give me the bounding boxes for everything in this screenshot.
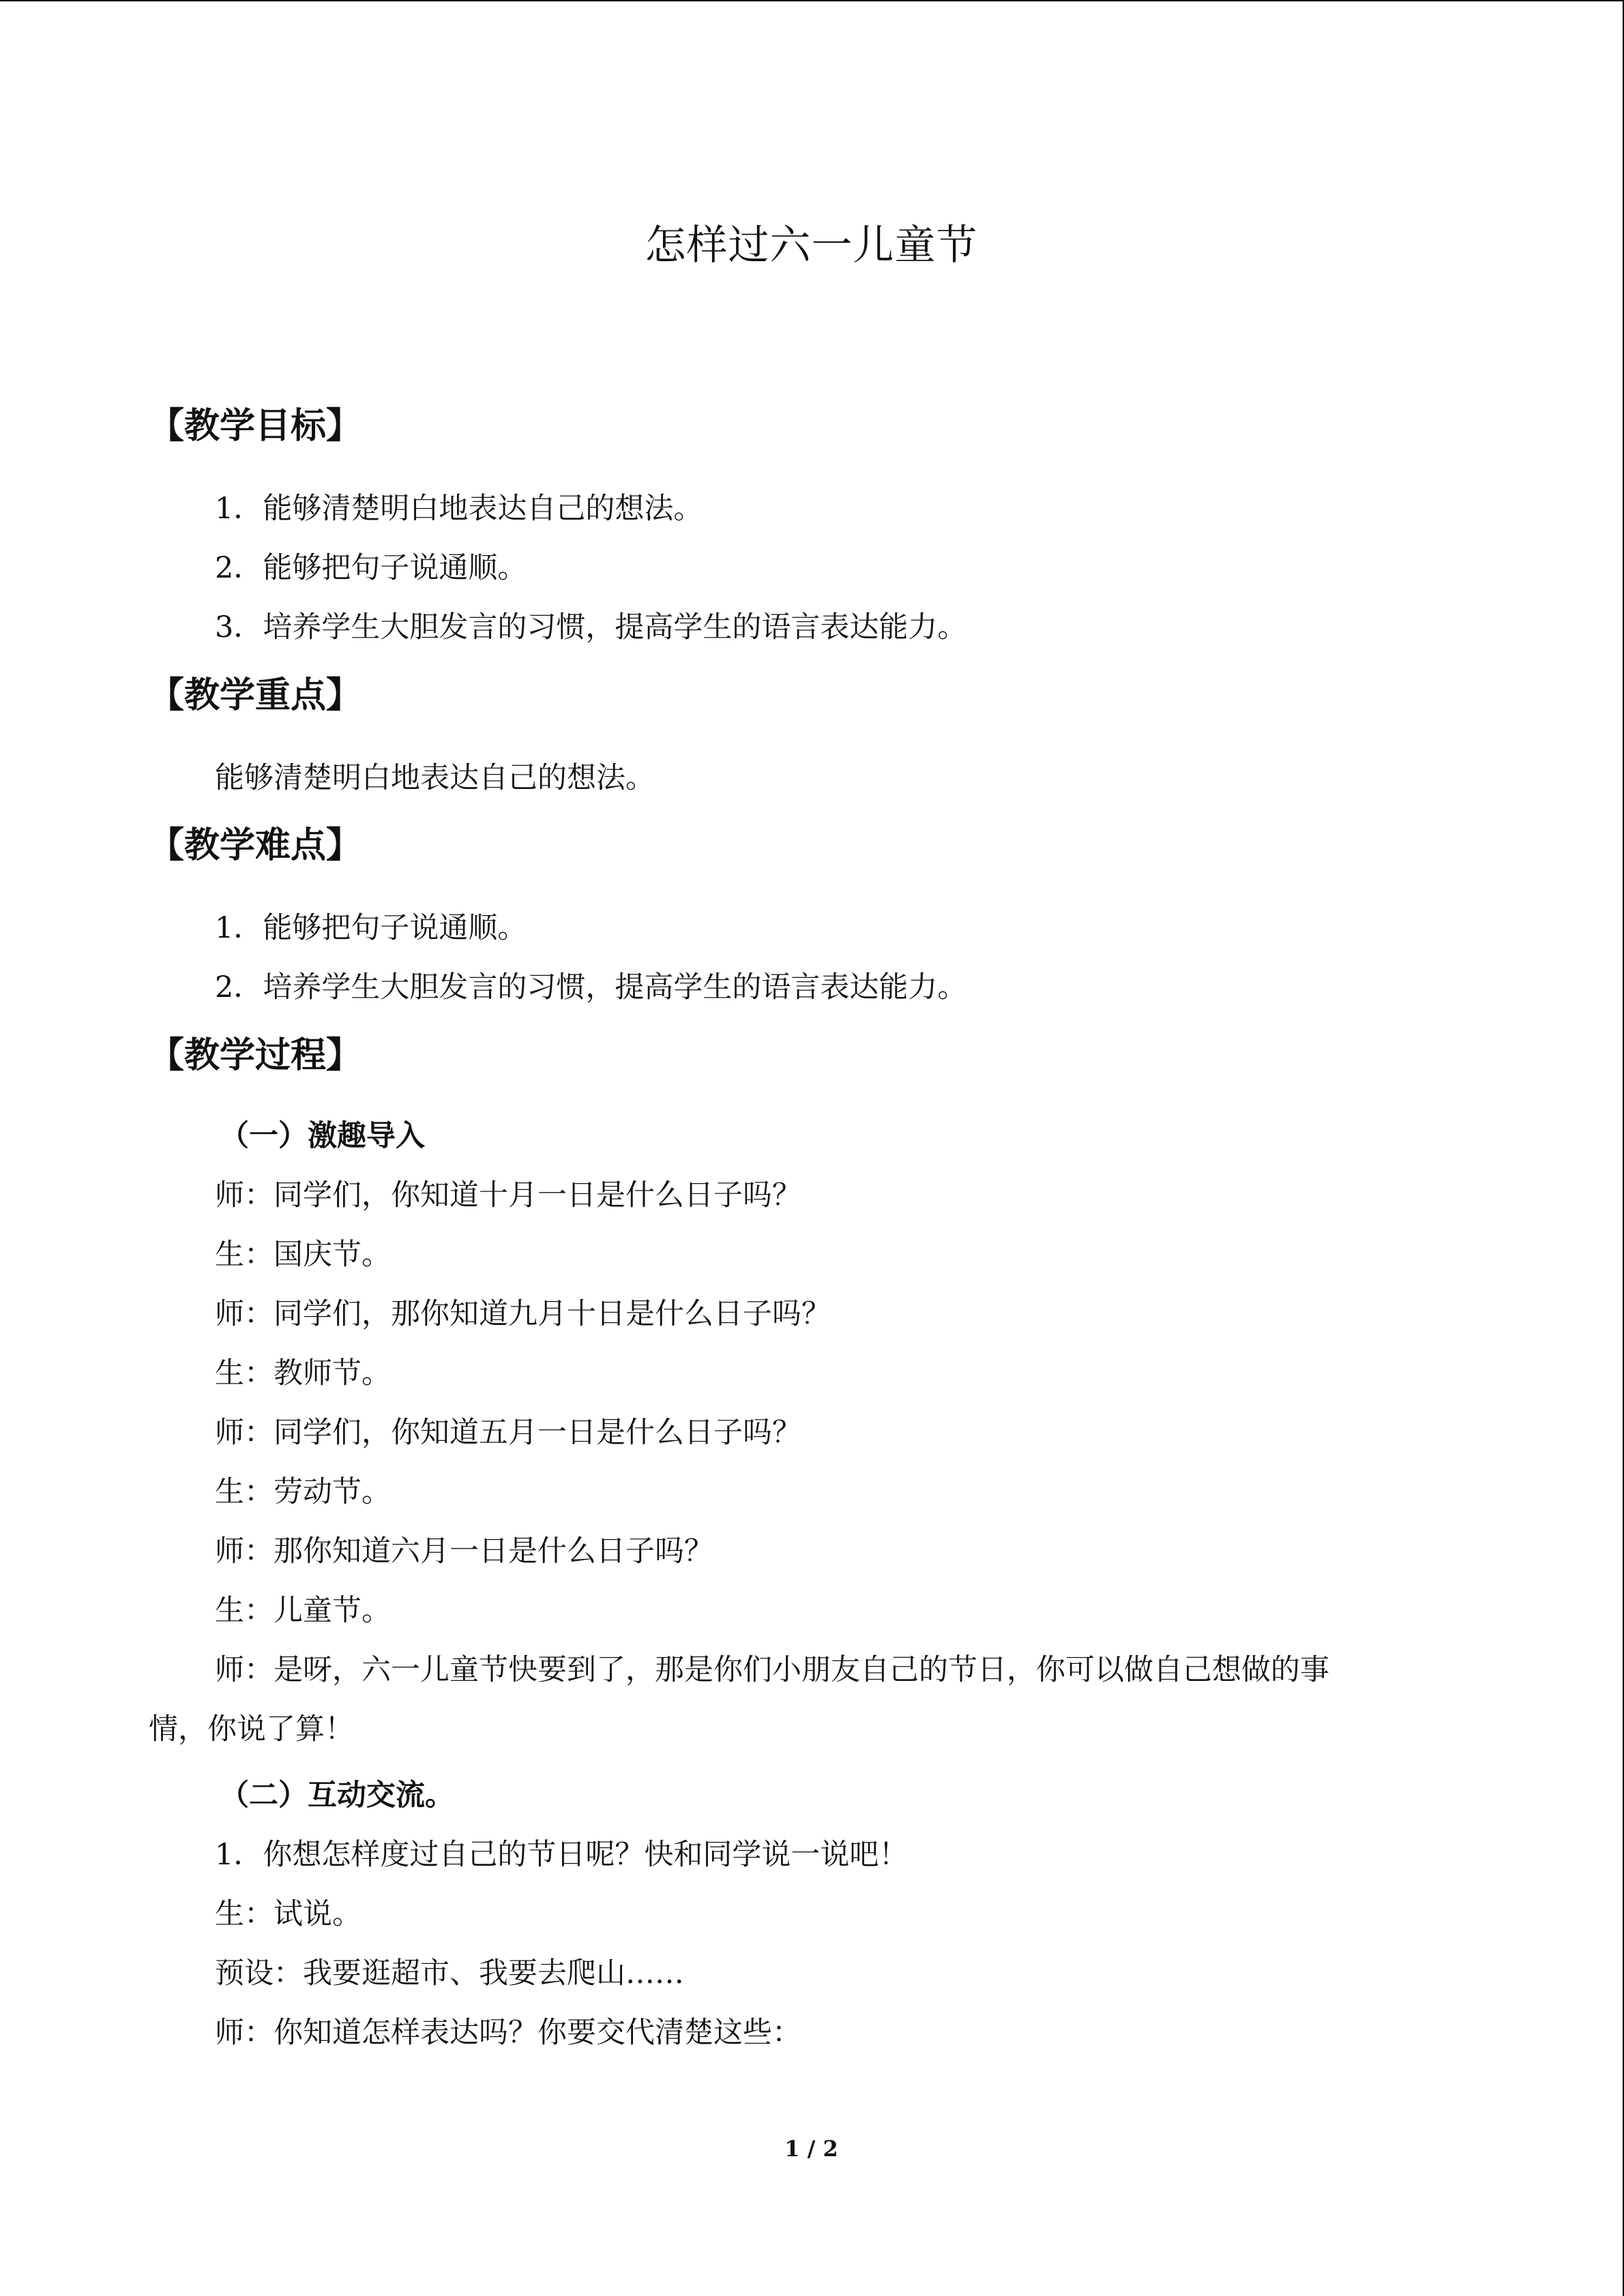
page-title: 怎样过六一儿童节 <box>645 222 978 269</box>
dialogue-line: 生：儿童节。 <box>215 1594 391 1628</box>
dialogue-line: 生：试说。 <box>215 1897 361 1931</box>
dialogue-line: 生：劳动节。 <box>215 1475 391 1509</box>
dialogue-line: 师：同学们，你知道五月一日是什么日子吗？ <box>215 1416 801 1450</box>
dialogue-line: 师：同学们，那你知道九月十日是什么日子吗？ <box>215 1297 831 1331</box>
dialogue-line-long-first: 师：是呀，六一儿童节快要到了，那是你们小朋友自己的节日，你可以做自己想做的事 <box>215 1653 1329 1687</box>
dialogue-line-long-continuation: 情，你说了算！ <box>149 1712 354 1746</box>
difficulty-item-2: 2．培养学生大胆发言的习惯，提高学生的语言表达能力。 <box>215 970 967 1004</box>
process-part2-title: （二）互动交流。 <box>220 1778 454 1813</box>
dialogue-line: 生：国庆节。 <box>215 1238 391 1272</box>
dialogue-line: 师：那你知道六月一日是什么日子吗？ <box>215 1534 713 1568</box>
dialogue-line: 预设：我要逛超市、我要去爬山…… <box>215 1956 684 1991</box>
section-heading-difficulties: 【教学难点】 <box>149 824 362 866</box>
key-point-item-1: 能够清楚明白地表达自己的想法。 <box>215 761 655 795</box>
goal-item-1: 1．能够清楚明白地表达自己的想法。 <box>215 492 703 526</box>
section-heading-process: 【教学过程】 <box>149 1034 362 1076</box>
goal-item-3: 3．培养学生大胆发言的习惯，提高学生的语言表达能力。 <box>215 610 967 644</box>
dialogue-line: 师：你知道怎样表达吗？你要交代清楚这些： <box>215 2016 801 2050</box>
dialogue-line: 师：同学们，你知道十月一日是什么日子吗？ <box>215 1178 801 1212</box>
goal-item-2: 2．能够把句子说通顺。 <box>215 551 527 585</box>
page-number: 1 / 2 <box>784 2136 838 2162</box>
section-heading-goals: 【教学目标】 <box>149 405 362 447</box>
dialogue-line: 1．你想怎样度过自己的节日呢？快和同学说一说吧！ <box>215 1838 909 1872</box>
section-heading-key-points: 【教学重点】 <box>149 674 362 716</box>
dialogue-line: 生：教师节。 <box>215 1356 391 1390</box>
difficulty-item-1: 1．能够把句子说通顺。 <box>215 911 527 945</box>
process-part1-title: （一）激趣导入 <box>220 1119 425 1153</box>
